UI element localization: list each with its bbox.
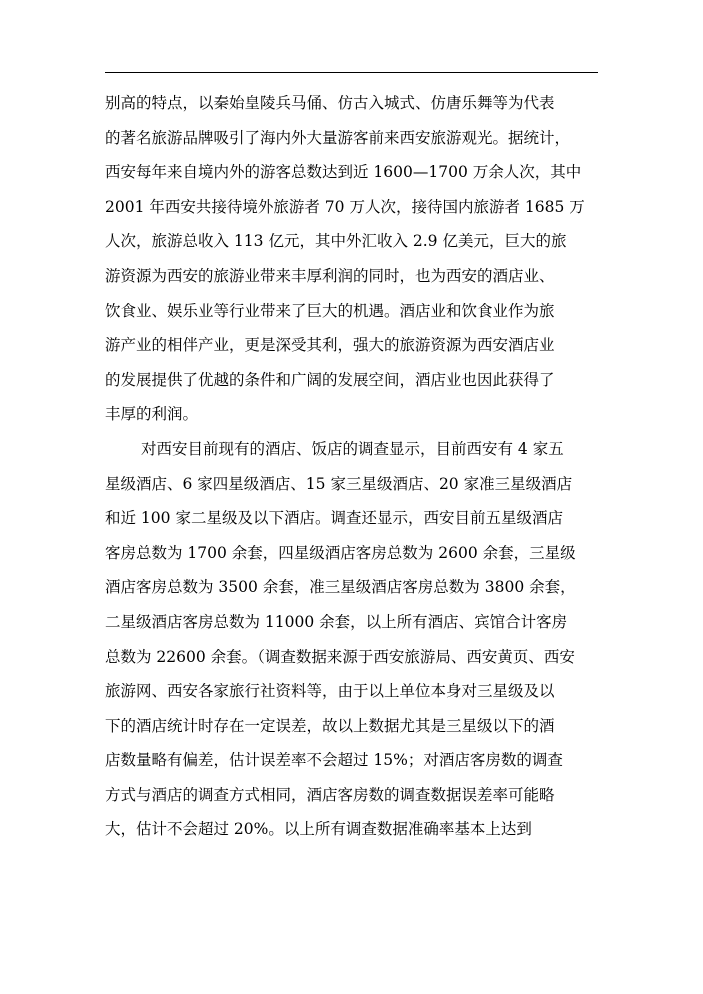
text-line: 酒店客房总数为 3500 余套，准三星级酒店客房总数为 3800 余套，: [105, 578, 576, 597]
text-line: 和近 100 家二星级及以下酒店。调查还显示，西安目前五星级酒店: [105, 509, 563, 528]
text-line: 店数量略有偏差，估计误差率不会超过 15%；对酒店客房数的调查: [105, 751, 563, 770]
text-line: 下的酒店统计时存在一定误差，故以上数据尤其是三星级以下的酒: [105, 716, 555, 735]
text-line: 客房总数为 1700 余套，四星级酒店客房总数为 2600 余套，三星级: [105, 543, 576, 562]
text-line: 二星级酒店客房总数为 11000 余套，以上所有酒店、宾馆合计客房: [105, 612, 568, 631]
text-line: 别高的特点，以秦始皇陵兵马俑、仿古入城式、仿唐乐舞等为代表: [105, 94, 555, 112]
paragraph-hotel-survey: [105, 432, 598, 847]
document-body: [105, 86, 598, 847]
text-line: 方式与酒店的调查方式相同，酒店客房数的调查数据误差率可能略: [105, 785, 555, 804]
text-line-indented: 对西安目前现有的酒店、饭店的调查显示，目前西安有 4 家五: [141, 439, 564, 458]
text-line: 的著名旅游品牌吸引了海内外大量游客前来西安旅游观光。据统计，: [105, 128, 571, 147]
text-line: 大，估计不会超过 20%。以上所有调查数据准确率基本上达到: [105, 820, 532, 839]
header-rule: [105, 72, 598, 73]
text-line: 游资源为西安的旅游业带来丰厚利润的同时，也为西安的酒店业、: [105, 266, 555, 285]
paragraph-tourism-overview: [105, 86, 598, 432]
text-line: 的发展提供了优越的条件和广阔的发展空间，酒店业也因此获得了: [105, 370, 555, 389]
text-line: 游产业的相伴产业，更是深受其利，强大的旅游资源为西安酒店业: [105, 336, 555, 355]
text-line: 饮食业、娱乐业等行业带来了巨大的机遇。酒店业和饮食业作为旅: [105, 301, 555, 320]
text-line: 人次，旅游总收入 113 亿元，其中外汇收入 2.9 亿美元，巨大的旅: [105, 232, 567, 251]
text-line: 星级酒店、6 家四星级酒店、15 家三星级酒店、20 家准三星级酒店: [105, 474, 573, 493]
text-line: 旅游网、西安各家旅行社资料等，由于以上单位本身对三星级及以: [105, 682, 555, 701]
text-line: 总数为 22600 余套。（调查数据来源于西安旅游局、西安黄页、西安: [105, 647, 575, 666]
text-line: 丰厚的利润。: [105, 405, 199, 424]
text-line: 西安每年来自境内外的游客总数达到近 1600—1700 万余人次，其中: [105, 163, 582, 182]
text-line: 2001 年西安共接待境外旅游者 70 万人次，接待国内旅游者 1685 万: [105, 197, 585, 216]
